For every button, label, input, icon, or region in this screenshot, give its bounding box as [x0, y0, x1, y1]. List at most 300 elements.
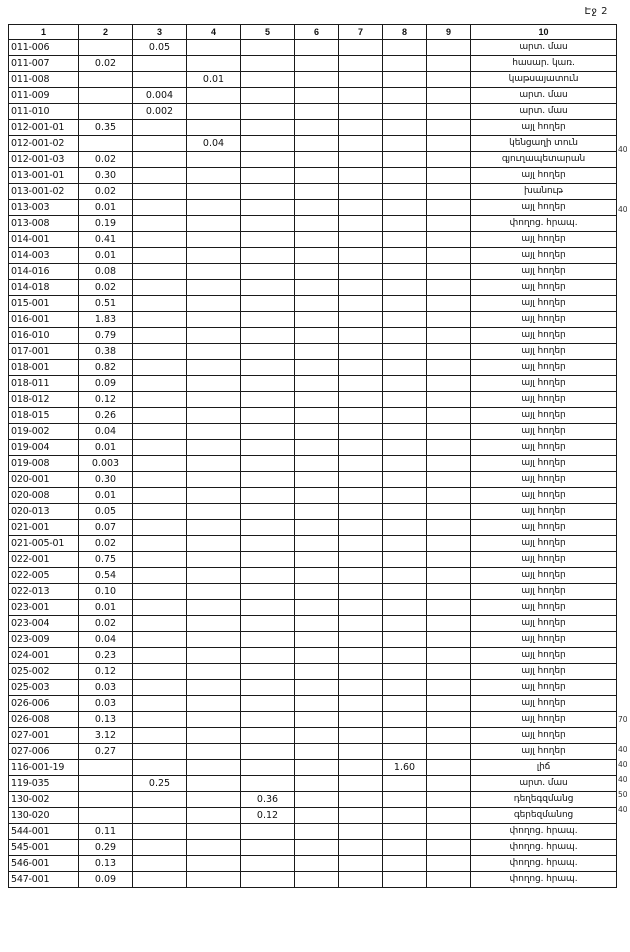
cell-value-col-6	[295, 360, 339, 376]
cell-value-col-7	[339, 616, 383, 632]
cell-value-col-4: 0.04	[187, 136, 241, 152]
cell-value-col-4	[187, 840, 241, 856]
cell-value-col-4	[187, 600, 241, 616]
cell-value-col-7	[339, 568, 383, 584]
cell-description: խանութ	[471, 184, 617, 200]
cell-value-col-5	[241, 168, 295, 184]
cell-description: այլ հողեր	[471, 392, 617, 408]
cell-value-col-6	[295, 504, 339, 520]
cell-value-col-6	[295, 40, 339, 56]
cell-value-col-9	[427, 856, 471, 872]
cell-value-col-9	[427, 344, 471, 360]
cell-parcel-code: 015-001	[9, 296, 79, 312]
cell-description: արտ. մաս	[471, 776, 617, 792]
cell-parcel-code: 022-001	[9, 552, 79, 568]
table-row	[9, 72, 617, 88]
cell-value-col-5	[241, 840, 295, 856]
cell-parcel-code: 023-004	[9, 616, 79, 632]
cell-value-col-6	[295, 168, 339, 184]
cell-value-col-7	[339, 808, 383, 824]
cell-value-col-2: 0.75	[79, 552, 133, 568]
cell-value-col-7	[339, 856, 383, 872]
cell-value-col-8	[383, 696, 427, 712]
cell-description: այլ հողեր	[471, 584, 617, 600]
cell-value-col-6	[295, 312, 339, 328]
cell-value-col-2: 0.003	[79, 456, 133, 472]
table-row	[9, 664, 617, 680]
cell-value-col-9	[427, 568, 471, 584]
table-row	[9, 808, 617, 824]
cell-parcel-code: 014-016	[9, 264, 79, 280]
cell-value-col-4	[187, 792, 241, 808]
cell-value-col-6	[295, 200, 339, 216]
cell-value-col-8	[383, 648, 427, 664]
cell-value-col-7	[339, 56, 383, 72]
cell-value-col-4	[187, 664, 241, 680]
cell-value-col-2: 0.82	[79, 360, 133, 376]
cell-value-col-5	[241, 680, 295, 696]
cell-value-col-8	[383, 376, 427, 392]
cell-description: այլ հողեր	[471, 536, 617, 552]
cell-value-col-7	[339, 296, 383, 312]
cell-value-col-4	[187, 632, 241, 648]
cell-value-col-6	[295, 296, 339, 312]
cell-description: դեղեգզմանց	[471, 792, 617, 808]
cell-value-col-5	[241, 216, 295, 232]
cell-value-col-9	[427, 72, 471, 88]
cell-value-col-9	[427, 184, 471, 200]
cell-description: այլ հողեր	[471, 680, 617, 696]
table-row	[9, 376, 617, 392]
cell-value-col-7	[339, 696, 383, 712]
cell-parcel-code: 023-001	[9, 600, 79, 616]
cell-description: հասար. կառ.	[471, 56, 617, 72]
cell-description: փողոց. հրապ.	[471, 840, 617, 856]
cell-value-col-4	[187, 88, 241, 104]
cell-value-col-4	[187, 248, 241, 264]
cell-value-col-6	[295, 488, 339, 504]
column-header-3: 3	[133, 25, 187, 40]
cell-value-col-6	[295, 424, 339, 440]
cell-description: այլ հողեր	[471, 744, 617, 760]
cell-value-col-5	[241, 296, 295, 312]
cell-description: այլ հողեր	[471, 376, 617, 392]
cell-value-col-2: 0.35	[79, 120, 133, 136]
cell-value-col-2: 0.13	[79, 712, 133, 728]
cell-value-col-5: 0.12	[241, 808, 295, 824]
cell-value-col-8	[383, 40, 427, 56]
cell-value-col-2: 0.03	[79, 696, 133, 712]
cell-value-col-8	[383, 200, 427, 216]
cell-value-col-3	[133, 200, 187, 216]
cell-value-col-2: 0.09	[79, 872, 133, 888]
table-row	[9, 600, 617, 616]
table-row	[9, 488, 617, 504]
cell-value-col-6	[295, 648, 339, 664]
cell-description: այլ հողեր	[471, 712, 617, 728]
cell-value-col-2: 0.51	[79, 296, 133, 312]
margin-note: 40	[618, 145, 628, 154]
cell-value-col-4	[187, 760, 241, 776]
cell-value-col-6	[295, 840, 339, 856]
cell-value-col-4	[187, 280, 241, 296]
cell-value-col-5	[241, 408, 295, 424]
cell-value-col-2: 0.02	[79, 56, 133, 72]
cell-value-col-2: 0.12	[79, 392, 133, 408]
cell-value-col-3	[133, 568, 187, 584]
cell-description: այլ հողեր	[471, 696, 617, 712]
cell-value-col-2: 0.01	[79, 440, 133, 456]
cell-value-col-6	[295, 280, 339, 296]
cell-parcel-code: 018-011	[9, 376, 79, 392]
cell-value-col-9	[427, 648, 471, 664]
cell-value-col-8	[383, 824, 427, 840]
cell-value-col-4	[187, 440, 241, 456]
cell-value-col-9	[427, 296, 471, 312]
cell-description: այլ հողեր	[471, 312, 617, 328]
land-register-table-wrapper	[8, 24, 616, 888]
table-row	[9, 104, 617, 120]
cell-value-col-5	[241, 824, 295, 840]
cell-value-col-7	[339, 824, 383, 840]
cell-value-col-3	[133, 520, 187, 536]
cell-parcel-code: 014-003	[9, 248, 79, 264]
margin-note: 40	[618, 805, 628, 814]
cell-value-col-3	[133, 360, 187, 376]
cell-value-col-9	[427, 632, 471, 648]
cell-value-col-5	[241, 232, 295, 248]
cell-parcel-code: 016-010	[9, 328, 79, 344]
cell-value-col-6	[295, 456, 339, 472]
cell-value-col-6	[295, 120, 339, 136]
table-row	[9, 872, 617, 888]
table-row	[9, 216, 617, 232]
cell-value-col-9	[427, 248, 471, 264]
cell-value-col-5	[241, 312, 295, 328]
cell-value-col-6	[295, 696, 339, 712]
cell-value-col-8	[383, 264, 427, 280]
cell-value-col-3	[133, 632, 187, 648]
cell-value-col-4	[187, 808, 241, 824]
cell-parcel-code: 018-015	[9, 408, 79, 424]
cell-value-col-4	[187, 696, 241, 712]
cell-description: այլ հողեր	[471, 552, 617, 568]
cell-value-col-7	[339, 552, 383, 568]
cell-value-col-8	[383, 408, 427, 424]
cell-parcel-code: 011-008	[9, 72, 79, 88]
cell-value-col-4	[187, 296, 241, 312]
cell-parcel-code: 544-001	[9, 824, 79, 840]
cell-value-col-4	[187, 728, 241, 744]
cell-description: կենցաղի տուն	[471, 136, 617, 152]
table-row	[9, 584, 617, 600]
cell-value-col-9	[427, 760, 471, 776]
cell-value-col-9	[427, 200, 471, 216]
cell-value-col-7	[339, 680, 383, 696]
cell-value-col-5	[241, 776, 295, 792]
cell-value-col-3	[133, 312, 187, 328]
cell-value-col-3	[133, 280, 187, 296]
cell-parcel-code: 020-001	[9, 472, 79, 488]
cell-value-col-7	[339, 232, 383, 248]
cell-value-col-3	[133, 120, 187, 136]
cell-value-col-5	[241, 568, 295, 584]
cell-value-col-5	[241, 728, 295, 744]
table-row	[9, 344, 617, 360]
table-row	[9, 552, 617, 568]
cell-value-col-3	[133, 696, 187, 712]
cell-value-col-6	[295, 760, 339, 776]
cell-value-col-8	[383, 872, 427, 888]
cell-value-col-5	[241, 552, 295, 568]
cell-value-col-3	[133, 536, 187, 552]
cell-value-col-9	[427, 808, 471, 824]
table-row	[9, 776, 617, 792]
cell-value-col-8	[383, 328, 427, 344]
cell-description: այլ հողեր	[471, 360, 617, 376]
cell-value-col-5	[241, 536, 295, 552]
cell-value-col-5	[241, 344, 295, 360]
cell-value-col-9	[427, 872, 471, 888]
cell-value-col-7	[339, 440, 383, 456]
cell-value-col-2: 0.09	[79, 376, 133, 392]
cell-value-col-2: 0.02	[79, 616, 133, 632]
cell-value-col-8	[383, 216, 427, 232]
cell-value-col-7	[339, 328, 383, 344]
table-row	[9, 712, 617, 728]
cell-value-col-8	[383, 440, 427, 456]
cell-parcel-code: 012-001-03	[9, 152, 79, 168]
cell-value-col-3	[133, 408, 187, 424]
cell-value-col-4	[187, 216, 241, 232]
cell-description: այլ հողեր	[471, 504, 617, 520]
cell-value-col-7	[339, 72, 383, 88]
cell-parcel-code: 013-003	[9, 200, 79, 216]
cell-value-col-2: 0.23	[79, 648, 133, 664]
cell-value-col-5: 0.36	[241, 792, 295, 808]
cell-value-col-6	[295, 136, 339, 152]
cell-value-col-2: 0.54	[79, 568, 133, 584]
cell-parcel-code: 545-001	[9, 840, 79, 856]
cell-value-col-6	[295, 536, 339, 552]
cell-value-col-3	[133, 504, 187, 520]
column-header-7: 7	[339, 25, 383, 40]
cell-value-col-9	[427, 472, 471, 488]
cell-value-col-2: 0.02	[79, 536, 133, 552]
cell-value-col-2	[79, 792, 133, 808]
cell-value-col-3	[133, 824, 187, 840]
cell-value-col-8	[383, 472, 427, 488]
cell-value-col-8	[383, 600, 427, 616]
cell-value-col-9	[427, 264, 471, 280]
cell-parcel-code: 026-008	[9, 712, 79, 728]
cell-value-col-3: 0.05	[133, 40, 187, 56]
cell-value-col-9	[427, 168, 471, 184]
cell-value-col-9	[427, 216, 471, 232]
cell-description: այլ հողեր	[471, 440, 617, 456]
cell-description: այլ հողեր	[471, 120, 617, 136]
table-row	[9, 248, 617, 264]
cell-value-col-3	[133, 552, 187, 568]
cell-value-col-2	[79, 40, 133, 56]
cell-value-col-7	[339, 360, 383, 376]
cell-description: լիճ	[471, 760, 617, 776]
cell-value-col-7	[339, 376, 383, 392]
cell-value-col-3	[133, 584, 187, 600]
cell-value-col-2: 0.08	[79, 264, 133, 280]
cell-value-col-8	[383, 776, 427, 792]
cell-value-col-4	[187, 376, 241, 392]
cell-value-col-8	[383, 296, 427, 312]
cell-value-col-9	[427, 40, 471, 56]
cell-value-col-5	[241, 696, 295, 712]
cell-value-col-4	[187, 312, 241, 328]
cell-value-col-4	[187, 872, 241, 888]
cell-value-col-3	[133, 488, 187, 504]
cell-value-col-5	[241, 504, 295, 520]
cell-value-col-4	[187, 200, 241, 216]
cell-value-col-9	[427, 744, 471, 760]
cell-value-col-6	[295, 584, 339, 600]
table-row	[9, 648, 617, 664]
cell-value-col-8	[383, 168, 427, 184]
cell-value-col-2: 0.07	[79, 520, 133, 536]
cell-value-col-8	[383, 184, 427, 200]
cell-value-col-7	[339, 152, 383, 168]
cell-value-col-2	[79, 72, 133, 88]
cell-value-col-9	[427, 440, 471, 456]
cell-description: այլ հողեր	[471, 424, 617, 440]
margin-note: 40	[618, 775, 628, 784]
cell-description: այլ հողեր	[471, 568, 617, 584]
cell-value-col-9	[427, 392, 471, 408]
cell-value-col-7	[339, 488, 383, 504]
table-row	[9, 40, 617, 56]
margin-note: 40	[618, 745, 628, 754]
cell-parcel-code: 130-020	[9, 808, 79, 824]
table-row	[9, 88, 617, 104]
cell-value-col-8	[383, 488, 427, 504]
cell-value-col-6	[295, 328, 339, 344]
column-header-5: 5	[241, 25, 295, 40]
cell-value-col-6	[295, 152, 339, 168]
cell-value-col-5	[241, 88, 295, 104]
cell-value-col-9	[427, 712, 471, 728]
table-row	[9, 680, 617, 696]
cell-description: այլ հողեր	[471, 168, 617, 184]
table-row	[9, 200, 617, 216]
cell-value-col-3	[133, 808, 187, 824]
cell-value-col-4	[187, 776, 241, 792]
table-row	[9, 424, 617, 440]
cell-value-col-2: 0.41	[79, 232, 133, 248]
cell-value-col-4	[187, 824, 241, 840]
cell-value-col-8	[383, 728, 427, 744]
table-row	[9, 328, 617, 344]
cell-value-col-4	[187, 328, 241, 344]
cell-parcel-code: 011-010	[9, 104, 79, 120]
cell-value-col-3	[133, 472, 187, 488]
cell-value-col-6	[295, 440, 339, 456]
cell-value-col-2: 0.12	[79, 664, 133, 680]
cell-parcel-code: 011-006	[9, 40, 79, 56]
cell-value-col-5	[241, 120, 295, 136]
cell-value-col-5	[241, 632, 295, 648]
cell-description: այլ հողեր	[471, 600, 617, 616]
cell-value-col-7	[339, 632, 383, 648]
cell-value-col-7	[339, 776, 383, 792]
cell-value-col-9	[427, 328, 471, 344]
cell-description: արտ. մաս	[471, 104, 617, 120]
margin-note: 70	[618, 715, 628, 724]
cell-value-col-3: 0.004	[133, 88, 187, 104]
cell-value-col-6	[295, 792, 339, 808]
cell-value-col-9	[427, 136, 471, 152]
cell-parcel-code: 013-001-01	[9, 168, 79, 184]
cell-value-col-2: 0.03	[79, 680, 133, 696]
cell-value-col-9	[427, 600, 471, 616]
cell-value-col-7	[339, 120, 383, 136]
table-row	[9, 392, 617, 408]
cell-description: այլ հողեր	[471, 520, 617, 536]
cell-value-col-7	[339, 136, 383, 152]
cell-value-col-7	[339, 504, 383, 520]
table-row	[9, 824, 617, 840]
cell-value-col-9	[427, 232, 471, 248]
cell-value-col-8	[383, 616, 427, 632]
cell-value-col-3	[133, 728, 187, 744]
cell-value-col-5	[241, 744, 295, 760]
cell-value-col-2: 0.05	[79, 504, 133, 520]
page-label: Էջ 2	[584, 6, 608, 17]
cell-value-col-5	[241, 184, 295, 200]
cell-value-col-5	[241, 872, 295, 888]
cell-value-col-2: 0.02	[79, 184, 133, 200]
cell-description: արտ. մաս	[471, 88, 617, 104]
cell-value-col-2: 0.10	[79, 584, 133, 600]
cell-parcel-code: 013-008	[9, 216, 79, 232]
cell-description: փողոց. հրապ.	[471, 856, 617, 872]
table-row	[9, 152, 617, 168]
cell-value-col-7	[339, 248, 383, 264]
table-row	[9, 312, 617, 328]
cell-value-col-4	[187, 264, 241, 280]
cell-value-col-4	[187, 392, 241, 408]
cell-parcel-code: 019-008	[9, 456, 79, 472]
cell-value-col-6	[295, 72, 339, 88]
cell-value-col-4	[187, 536, 241, 552]
cell-value-col-4	[187, 856, 241, 872]
cell-value-col-5	[241, 40, 295, 56]
table-header-row	[9, 25, 617, 40]
cell-value-col-6	[295, 808, 339, 824]
cell-value-col-5	[241, 392, 295, 408]
table-row	[9, 760, 617, 776]
cell-value-col-8	[383, 72, 427, 88]
cell-value-col-6	[295, 232, 339, 248]
cell-value-col-5	[241, 440, 295, 456]
cell-description: այլ հողեր	[471, 648, 617, 664]
cell-value-col-3	[133, 136, 187, 152]
cell-value-col-8	[383, 584, 427, 600]
cell-value-col-5	[241, 136, 295, 152]
table-row	[9, 472, 617, 488]
cell-value-col-5	[241, 616, 295, 632]
cell-parcel-code: 013-001-02	[9, 184, 79, 200]
cell-value-col-2: 0.01	[79, 600, 133, 616]
cell-value-col-3	[133, 392, 187, 408]
cell-value-col-5	[241, 328, 295, 344]
